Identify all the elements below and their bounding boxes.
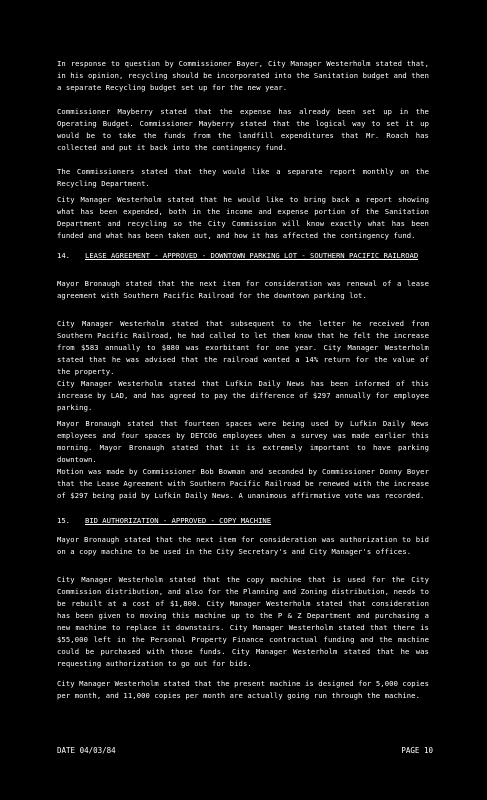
paragraph-copy-intro: Mayor Bronaugh stated that the next item for consideration was authorization to bid on a copy machine to be used in the City Secretary's and City Manager's offices. <box>57 535 429 556</box>
paragraph-operating-budget: Commissioner Mayberry stated that the expense has already been set up in the Operating Budget. Commissioner Mayberry stated that the logical way to set it up would be to take the funds from the landfill expenditures that Mr. Roach has collected and put it back into the contingency fund. <box>57 107 429 152</box>
footer-date: DATE 04/03/84 <box>57 746 116 755</box>
paragraph-recycling-budget: In response to question by Commissioner Bayer, City Manager Westerholm stated that, in his opinion, recycling should be incorporated into the Sanitation budget and then a separate Recycling budget set up for the new year. <box>57 59 429 92</box>
paragraph-lease-intro: Mayor Bronaugh stated that the next item for consideration was renewal of a lease agreement with Southern Pacific Railroad for the downtown parking lot. <box>57 279 429 300</box>
paragraph-copy-machine: City Manager Westerholm stated that the copy machine that is used for the City Commission distribution, and also for the Planning and Zoning distribution, needs to be rebuilt at a cost of $1,800. City Manager Westerholm stated that consideration has been given to moving this machine up to the P & Z Department and purchasing a new machine to replace it downstairs. City Manager Westerholm stated that there is $55,000 left in the Personal Property Finance contractual funding and the machine could be purchased with those funds. City Manager Westerholm stated that he was requesting authorization to go out for bids. <box>57 575 429 668</box>
paragraph-parking-survey: Mayor Bronaugh stated that fourteen spaces were being used by Lufkin Daily News employees and four spaces by DETCOG employees when a survey was made earlier this morning. Mayor Bronaugh stated that it is extremely important to have parking downtown. <box>57 419 429 464</box>
footer-page-number: PAGE 10 <box>401 746 433 755</box>
paragraph-lease-motion: Motion was made by Commissioner Bob Bowman and seconded by Commissioner Donny Boyer that the Lease Agreement with Southern Pacific Railroad be renewed with the increase of $297 being paid by Lufkin Daily News. A unanimous affirmative vote was recorded. <box>57 467 429 500</box>
heading-bid-authorization <box>57 515 429 527</box>
heading-number: 15. <box>57 516 70 525</box>
heading-title: BID AUTHORIZATION - APPROVED - COPY MACHINE <box>85 516 272 525</box>
paragraph-daily-news: City Manager Westerholm stated that Lufkin Daily News has been informed of this increase by LAD, and has agreed to pay the difference of $297 annually for employee parking. <box>57 379 429 412</box>
paragraph-expense-report: City Manager Westerholm stated that he would like to bring back a report showing what has been expended, both in the income and expense portion of the Sanitation Department and recycling so the City Commission will know exactly what has been funded and what has been taken out, and how it has affected the contingency fund. <box>57 195 429 240</box>
paragraph-railroad-letter: City Manager Westerholm stated that subsequent to the letter he received from Southern Pacific Railroad, he had called to let them know that he felt the increase from $583 annually to $880 was exorbitant for one year. City Manager Westerholm stated that he was advised that the railroad wanted a 14% return for the value of the property. <box>57 319 429 376</box>
heading-title: LEASE AGREEMENT - APPROVED - DOWNTOWN PARKING LOT - SOUTHERN PACIFIC RAILROAD <box>85 251 419 260</box>
heading-number: 14. <box>57 251 70 260</box>
paragraph-monthly-report: The Commissioners stated that they would like a separate report monthly on the Recycling Department. <box>57 167 429 188</box>
paragraph-copy-capacity: City Manager Westerholm stated that the present machine is designed for 5,000 copies per month, and 11,000 copies per month are actually going run through the machine. <box>57 679 429 700</box>
heading-lease-agreement <box>57 250 429 262</box>
